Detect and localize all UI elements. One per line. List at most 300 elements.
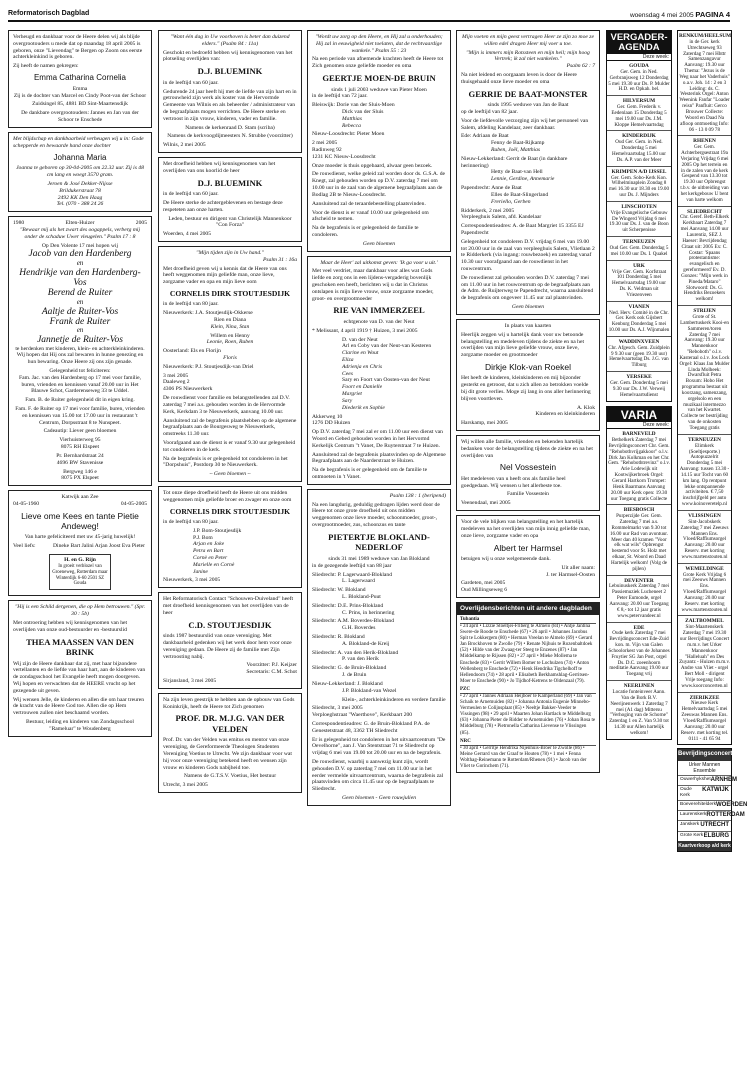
- age: in de leeftijd van 60 jaar.: [163, 191, 219, 198]
- no-flowers: Geen bloemen: [362, 240, 396, 247]
- date: Sliedrecht, 3 mei 2005: [312, 705, 363, 712]
- parents: Jeroen & José Dekker-Nijsse: [47, 180, 113, 187]
- relative: Rien en Diana: [214, 316, 246, 323]
- relative: Sary: [342, 397, 353, 404]
- varia-place: BIESBOSCH: [623, 507, 655, 514]
- year-end: 2005: [135, 220, 147, 227]
- notice-body: Na de begrafenis is er gelegenheid de familie te condoleren.: [312, 225, 419, 238]
- signature: J. ter Harmsel-Oosten: [546, 571, 595, 578]
- age: in de leeftijd van 60 jaar.: [163, 79, 219, 86]
- relative: Lennie, Gerdine, Annemarie: [491, 176, 555, 183]
- signature-row: [13, 543, 147, 550]
- deceased-name: GEERTJE MOEN-DE BRUIN: [322, 73, 436, 84]
- relative: D. van der Neut: [342, 336, 378, 343]
- conjunction: en: [76, 297, 84, 306]
- agenda-text: Vrije Ger. Gem. Korfstraat 101 Donderdag 5 mei Hemelvaartsdag 19.00 uur Ds. K. Veldman uit Vriezenveen: [611, 268, 667, 298]
- notice-body: De rouwdienst, waarbij u aanwezig kunt zijn, wordt gehouden D.V. op zaterdag 7 mei om 11.00 uur in het eerder vermelde uitvaartcentrum, waarna de begrafenis zal plaatsvinden om circa 11.45 uur op de begraafplaats te Sliedrecht.: [312, 759, 444, 793]
- column-4: [456, 30, 600, 777]
- column-6: [677, 30, 747, 852]
- obituary-moen: [307, 30, 451, 252]
- agenda-text: Ned. Herv. Comité in de Chr. Ger. Kerk ook Gijsbert Kenburg Donderdag 5 mei 10.00 uur Ds. A.J. Wijnmalen: [608, 309, 670, 334]
- page-date: [630, 10, 730, 20]
- couple-name: Aaltje de Ruiter-Vos: [41, 306, 119, 317]
- relative: Sary en Foort van Oosten-van der Neut: [342, 377, 430, 384]
- relative: G.H. Boverdes: [342, 625, 376, 632]
- notice-text: Heerlijk zeggen wij u hartelijk dank voor uw betoonde belangstelling en medeleven tijdens de ziekte en na het overlijden van mijn lieve geliefde vrouw, onze lieve, zorgzame moeder en grootmoeder: [461, 331, 585, 359]
- place-date: Gardeten, mei 2005: [461, 580, 506, 587]
- varia-place: RHENEN: [693, 138, 716, 145]
- ad-city: UTRECHT: [700, 822, 729, 829]
- couple-name: Berend de Ruiter: [47, 288, 113, 299]
- date-start: 04-05-1960: [13, 500, 40, 507]
- bible-verse: "Bewaar mij als het zwart des oogappels, verberg mij onder de schaduw Uwer vleugelen." Psalm 17 : 8: [19, 226, 141, 240]
- relative: Freriello, Gerben: [491, 198, 531, 205]
- ad-venue: Janskerk: [680, 822, 700, 828]
- gift-tip: Cadeautip: Liever geen bloemen: [43, 428, 117, 435]
- agenda-text: Ger. Gem. Sobo-Kerk Kon. Wilhelminaplein Zondag 8 mei 16.30 uur 18.30 en 19.00 uur Ds. J. Mijnders: [609, 174, 669, 199]
- address-line: Bergweg 146 e: [63, 468, 97, 475]
- varia-place: ZIERIKZEE: [689, 694, 720, 701]
- agenda-text: Ger. Gem. Donderdag 5 mei 9.30 uur Ds. J.W. Verweij Hemelvaartsdienst: [610, 380, 668, 398]
- thanks-klok: [456, 319, 600, 431]
- address-line: Verpleeghuis Salem, afd. Kandelaar: [461, 214, 542, 221]
- birth-notice-johanna: [8, 132, 152, 212]
- relative: Arjan en Joke: [193, 541, 225, 548]
- obituary-maassen: [8, 600, 152, 736]
- death-list: • 30 april • Gerritje Hendrika Nijenhuis-Broer te Zwolle (86) • Meine Gerrard van der Graaf te Houten (78) • 1 mei • Fenna Wolthag-Reinemann te Rotterdam/Rhenen (91) • Jacob van der Vliet te Gorinchem (71).: [460, 745, 587, 770]
- signature: Secretaris: C.M. Schot: [246, 669, 297, 676]
- notice-text: Verheugd en dankbaar voor de Heere delen wij als blijde overgrootouders u mede dat op maandag 18 april 2005 is geboren, onze "Lievendag" te Bergen op Zoom ons eerste achterkleinkind is geboren.: [13, 34, 143, 61]
- signature: Namens de kerkenraad D. Stam (scriba): [185, 124, 275, 131]
- varia-text: Grote of St. Lambertuskerk Kooi-en Sammeren/toren Zaterdag 7 mei Aanvang: 19.30 uur Mannenkoor "Reboboth" o.l.v. Kasteraal o.l.v. Jos Lock Orgel: Klaas Jan Mulder Linda Molheek: Dwarsfluit Petra Boxum: Hobo Het programma bestaat uit koorzang, samenzang, orgelsolo en een muzikaal intermezzo van het Kwartet. Collecte ter bestrijding van de onkosten Toegang gratis: [679, 313, 730, 431]
- agenda-text: Oud Ger. Gem. in Ned. Donderdag 5 mei Hemelvaartsdag 15.00 uur Ds. A.P. van der Meer: [612, 139, 666, 163]
- varia-place: STRIJEN: [693, 308, 716, 315]
- notice-body: De rouwdienst zal gehouden worden D.V. zaterdag 7 mei om 11.00 uur in het rouwcentrum op de begraafplaats aan de Adm. de Ruijterweg te Papendrecht, waarna aansluitend de begrafenis om ongeveer 11.45 uur zal plaatsvinden.: [461, 274, 594, 302]
- varia-continued: [677, 30, 732, 745]
- agenda-place: VIANEN: [628, 303, 650, 310]
- obituary-van-immerzeel: [307, 256, 451, 485]
- varia-place: EDE: [633, 624, 645, 631]
- relative: J.P. Blokland-van Wezel: [342, 687, 397, 694]
- deceased-name: Albert ter Harmsel: [493, 542, 563, 553]
- spouse-of: echtgenote van D. van der Neut: [343, 318, 415, 325]
- obituary-blokland: [307, 489, 451, 806]
- widow-of: sinds 1 juli 2003 weduwe van Pieter Moen: [331, 86, 427, 93]
- relative: Diederik en Sophie: [342, 404, 385, 411]
- deceased-name: GERRIE DE BAAT-MONSTER: [468, 88, 588, 99]
- relative: Eliza: [342, 357, 354, 364]
- ad-row: [678, 775, 738, 785]
- varia-place: DEVENTER: [624, 577, 654, 584]
- address-line: Verploeghstraat "Waerthove", Kerkbaart 200: [312, 712, 413, 719]
- signature: Familie Vossestein: [507, 491, 549, 498]
- relative: Nieuw-Lekkerland: J. Blokland: [312, 680, 383, 687]
- relative: Sliedrecht: P. Lagerwaard-Blokland: [312, 571, 392, 578]
- address-line: 2492 KK Den Haag: [57, 194, 103, 201]
- relative: L. Lagerwaard: [342, 578, 375, 585]
- relative: Matthias: [342, 115, 362, 122]
- column-3: [307, 30, 451, 810]
- relative: Sliedrecht: W. Blokland: [312, 587, 366, 594]
- bible-verse: "Mijn tijden zijn in Uw hand.": [196, 250, 264, 257]
- notice-body: Het heeft de kinderen, kleinkinderen en mij bijzonder gesterkt en getroost, dat u zich allen zo betrokken voelde bij dit grote verlies. Moge zij lang in ons aller herinnering blijven voortleven.: [461, 375, 591, 402]
- agenda-item: [607, 337, 671, 372]
- relative: Sliedrecht: D.E. Prins-Blokland: [312, 602, 384, 609]
- notice-body: Gelegenheid tot condoleren D.V. vrijdag 6 mei van 19.00 tot 20.00 uur in de zaal van verpleeghuis Salem, Vlietlaan 2 te Ridderkerk (via ingang: rouwbezoek) en zaterdag vanaf 10.30 uur voorafgaand aan de rouwdienst in het rouwcentrum.: [461, 238, 595, 273]
- relative: J. de Bruin: [342, 672, 367, 679]
- ad-subtitle: Urker Mannen Ensemble: [688, 761, 721, 774]
- ad-row: [678, 810, 745, 820]
- address-line: Pr. Bernhardstraat 24: [56, 452, 104, 459]
- signature: Voorzitter: P.J. Keijzer: [246, 662, 297, 669]
- place: Katwijk aan Zee: [61, 494, 99, 501]
- relative: Nieuwerkerk: J.A. Stoutjesdijk-Okkerse: [163, 310, 253, 317]
- address-line: 1231 KC Nieuw-Loosdrecht: [312, 153, 376, 160]
- relative: Klein-, achterkleinkinderen en verdere familie: [342, 696, 446, 703]
- varia-place: TERNEUZEN: [688, 436, 721, 443]
- signature: A. Klok: [576, 404, 595, 411]
- poem: Mijn voeten en mijn geest vertragen Heer ze zijn zo moe ze willen edel dragen Heer mij voer u toe.: [462, 34, 594, 47]
- agenda-place: WADDINXVEEN: [618, 338, 660, 345]
- address-line: 1276 DD Huizen: [312, 420, 351, 427]
- notice-heading: In plaats van kaarten: [504, 322, 552, 329]
- small-ad-text: In groeit verblozel van Groeneweg, Rotterdam maar Winterdijk 6-60 2501 SZ Gouda: [52, 563, 108, 587]
- address-line: 4696 BW Stavenisse: [56, 459, 104, 466]
- concert-ad: [677, 748, 747, 852]
- notice-body: Voor de dienst is er vanaf 10.00 uur gelegenheid om afscheid te nemen.: [312, 209, 429, 223]
- varia-place: ZALTBOMMEL: [685, 618, 724, 625]
- sign-label: Veel liefs:: [13, 543, 36, 550]
- no-flowers: ~ Geen bloemen ~: [209, 471, 251, 478]
- ad-row: [678, 800, 747, 810]
- relative: Elles de Baat-Slingerland: [491, 191, 549, 198]
- varia-item: [678, 564, 731, 617]
- age: op de leeftijd van 82 jaar.: [461, 108, 518, 115]
- varia-subtitle: Deze week:: [607, 422, 671, 429]
- ad-city: ARNHEM: [710, 776, 738, 783]
- deceased-name: CORNELIS DIRK STOUTJESDIJK: [169, 506, 291, 516]
- age: in de gezegende leeftijd van 88 jaar: [312, 562, 392, 569]
- date: 2 mei 2005: [312, 140, 338, 147]
- date: 3 mei 2005: [163, 372, 189, 379]
- signature: Bestuur, leiding en kinderen van Zondagsschool "Rameluar" te Woudenberg: [26, 719, 134, 732]
- notice-body: Na de begrafenis is er gelegenheid tot condoleren in het "Dorpshuis", Postdorp 30 te Nieuwerkerk.: [163, 455, 288, 469]
- agenda-place: HILVERSUM: [622, 98, 656, 105]
- relative: Leonie, Roen, Ruben: [206, 339, 254, 346]
- varia-item: [678, 435, 731, 511]
- varia-item: [607, 623, 671, 682]
- varia-section: [606, 406, 672, 740]
- agenda-item: [607, 237, 671, 261]
- conjunction: en: [76, 326, 84, 335]
- obituary-stoutjesdijk-family: [158, 246, 302, 482]
- relative: C. Prins, in herinnering: [342, 609, 395, 616]
- deceased-name: PIETERTJE BLOKLAND-NEDERLOF: [328, 531, 430, 553]
- sign-names: Dineke Bart Jalini Arjan Joost Eva Pieter: [53, 543, 145, 550]
- address: Zuidsingel 85, 4881 BD Sint-Maartensdijk: [32, 101, 128, 108]
- signature: Kinderen en kleinkinderen: [535, 411, 595, 418]
- relative: Nieuwerkerk: P.J. Stoutjesdijk-van Driel: [163, 363, 254, 370]
- widow-of: sinds 1995 weduwe van Jan de Baat: [487, 102, 569, 109]
- source-paper: PZC: [460, 687, 596, 694]
- varia-text: Purperzijde Ger. Gem. Zaterdag 7 mei a.s. Rommelmarkt van 9.30 tot 16.00 uur Rad van avontuur. Meer dan 40 kramen "Voor elk wat wils" Opbrengst bestemd voor St. Holz met elkaar, St. Woord en Daad Hartelijk welkom! (Volg de pijlen): [609, 513, 668, 572]
- varia-item: [678, 693, 731, 745]
- relative: Sliedrecht: R. Blokland: [312, 634, 365, 640]
- obituary-van-der-velden: [158, 693, 302, 793]
- agenda-place: URK: [633, 262, 645, 269]
- obituary-stoutjesdijk-sister: [158, 486, 302, 588]
- bible-verse: Maar de Heer' zal uitkomst geven: 'Ik ga voor u uit.': [320, 259, 438, 266]
- obituary-bluemink-church: [158, 30, 302, 153]
- relative: Foort en Danielle: [342, 384, 383, 391]
- relative: Floris: [223, 355, 237, 362]
- section-heading: Overlijdensberichten uit andere dagbladen: [457, 603, 599, 615]
- varia-text: Locatie fonteinveer Aann. Van de Bork B.V. Neerijnenwerk 1 Zaterdag 7 mei (A1 dag) Mittersu "Verhoging van de Schorne" Zaterdag 1 en Z. Van 9.30 tot 14.30 uur Allen hartelijk welkom!: [609, 688, 669, 736]
- signature: De dankbare overgrootouders: Jannes en Jan van der Schoor te Enschede: [21, 110, 139, 124]
- notice-body: Onze moeder is thuis opgebaard, alwaar geen bezoek.: [312, 162, 433, 169]
- couple-name: Lieve ome Kees en tante Pietie Andeweg!: [21, 510, 139, 532]
- ad-venue: Boeverehitelderk: [680, 801, 716, 807]
- paper-name: Reformatorisch Dagblad: [8, 10, 90, 17]
- notice-text: Het Reformatorisch Contact "Schouwen-Duiveland" heeft met droefheid kennisgenomen van het overlijden van de heer: [163, 596, 294, 616]
- varia-item: [678, 511, 731, 564]
- reception-info: Fam. F. de Ruiter op 17 mei voor familie, buren, vrienden en kennissen van 15.00 tot 17.00 uur in restaurant 't Centrum, Dorpsstraat 8 te Nunspeet.: [15, 406, 145, 426]
- child-name: Johanna Maria: [53, 152, 107, 162]
- address-line: 4306 PS Nieuwerkerk: [163, 386, 213, 393]
- notice-body: Aansluitend zal de teraardebestelling plaatsvinden.: [312, 200, 426, 207]
- notice-body: Er is gelegenheid tot condoleren in het uitvaartcentrum "De Oevelhorne", aan J. Van Stentstraat 71 te Sliedrecht op vrijdag 6 mei van 19.00 tot 20.00 uur en na de begrafenis.: [312, 736, 446, 757]
- relative: Janine: [193, 568, 208, 575]
- varia-place: VLISSINGEN: [688, 512, 721, 519]
- anniversary-notice: [8, 216, 152, 486]
- notice-text: Met droefheid geven wij u kennis dat de Heere van ons heeft weggenomen mijn geliefde man, onze lieve, zorgzame vader en opa en mijn lieve oom: [163, 265, 287, 286]
- deceased-name: Nel Vossestein: [499, 462, 557, 473]
- relative: Bleiswijk: Dorie van der Sluis-Moen: [312, 102, 395, 109]
- relative: Ruben, Joël, Matthias: [491, 147, 541, 154]
- ad-venue: Oude Kerk: [680, 787, 692, 798]
- relative: Nieuw-Lekkerland: Gerrit de Baat (in dankbare herinnering): [461, 155, 568, 169]
- no-flowers: Geen bloemen - Geen rouwjulien: [341, 795, 417, 802]
- relative: Sliedrecht: G. de Bruin-Blokland: [312, 665, 387, 672]
- relative: Hetty de Baat-van Hell: [491, 169, 543, 176]
- widow-of: sinds 31 mei 1989 weduwe van Jan Blokland: [328, 555, 430, 562]
- phone: Tel. (070 - 388 24 26: [56, 201, 104, 208]
- thanks-vossestein: [456, 435, 600, 511]
- ad-city: ROTTERDAM: [706, 812, 745, 819]
- agenda-text: Ger. Gem. in Ned. Gerbranjsweg 12 Donderdag 5 mei 19.30 uur Ds. P. Mulder H.D. en Opkah. bel.: [608, 68, 670, 93]
- agenda-item: [607, 167, 671, 202]
- relative: P.J. Bom: [193, 534, 213, 541]
- varia-item: [678, 136, 731, 206]
- source-paper: NRC: [460, 739, 596, 746]
- varia-item: [607, 576, 671, 623]
- ad-city: ELBURG: [703, 832, 729, 839]
- address-line: Brildukerstraat 78: [59, 187, 101, 194]
- notice-text: Met ontroering hebben wij kennisgenomen van het overlijden van onze oud-bestuurder en -bestuurslid: [13, 619, 128, 633]
- child-short-name: Emma: [72, 85, 88, 92]
- death-list: • 27 april • Jannes Adriaan Heijboer te Kamperland (69) • Jan van Schaik te Arnemuiden (82) • Johanna Antonia Eugenie Minnebo-Vermeulen te Colijnsplaat (85) • Neeltje Bakker-Veeder te Vissingen (98) • 29 april • Maarten Johan Hartlack te Middelburg (63) • Johanna Pieter de Ridder te Arnemuiden (76) • Johan Rosa te Middelburg (78) • Pietronella Catharina Lievense te Vlissingen (85).: [460, 693, 596, 736]
- agenda-title-1: VERGADER-: [610, 32, 668, 43]
- reception-lead: Gelegenheid tot feliciteren:: [49, 367, 111, 374]
- child-name: Emma Catharina Cornelia: [33, 73, 127, 83]
- couple-name: Jannetje de Ruiter-Vos: [37, 335, 123, 346]
- signature: Namens de kerkvoogdijmeesters N. Strubbe (voorzitter): [167, 133, 293, 140]
- page-header: [8, 10, 730, 22]
- agenda-item: [607, 302, 671, 337]
- varia-item: [678, 207, 731, 307]
- agenda-place: LINSCHOTEN: [621, 203, 657, 210]
- agenda-text: Ger. Gem. Frederik v. Eedenlaan 15 Donderdag 5 mei 19.00 uur Ds. J.M. Kloppe Hemelvaartsdag: [611, 104, 667, 128]
- agenda-text: Chr. Afgesch. Gem. Zuidplein 9 9.30 uur (geen 19.30 uur) Hemelvaartsdag Ds. J.G. van Tilburg: [608, 344, 670, 369]
- varia-text: Nieuwe Kerk Hemelvaartsdag 5 mei Zeeuwas Mannen Ens. Vloed/Raffiumsorgel Aanvang: 20.00 uur Reserv. met korting tel. 0111 - 41 65 94: [680, 700, 729, 742]
- address-line: Akkerweg 10: [312, 413, 343, 420]
- signature: Uit aller naam:: [561, 564, 595, 571]
- varia-place: WEMELDINGE: [685, 565, 724, 572]
- varia-place: NEERIJNEN: [623, 683, 655, 690]
- reception-info: Fam. Jac. van den Hardenberg op 17 mei voor familie, buren, vrienden en kennissen vanaf 20.00 uur in Het Blauwe Schot, Garderenseweg 33 te Uddel.: [19, 374, 141, 395]
- years-row: [13, 220, 147, 227]
- varia-text: Sint-Jacobskerk Zaterdag 7 mei Zeeuws Mannen Ens. Vloed/Raffiumsorgel Aanvang: 20.00 uur Reserv. met korting www.martenstouten.nl: [680, 518, 729, 560]
- meeting-agenda: [606, 30, 672, 402]
- relative: Sliedrecht: A. van den Herik-Blokland: [312, 649, 399, 656]
- death-list: • 24 april • Lizzie Stoeltjei-Friberg te Almelo (84) • Antje Jantina Swere-de Roode te Enschede (67) • 26 april • Johannes Jacobus Spit te Lokkergem (80) • Herman Vreelan te Almelo (69) • Gerard Jan Brockhoven te Zwolle (79) • Renate Nijhuis te Rozenbaltdoek (52) • Hilde van der Zwaag-ter Steeg te Enzenes (87) • Jan Middelkamp te Rijssen (82) • 27 april • Mieke Mollema te Enschede (83) • Gerrit Willem Bomer te Lochulzen (74) • Anton Wellenberg te Enschede (72) • Henk Hendrika Tigchelhoff te Hellendoorn (74) • 28 april • Elisabeth Berkhamshlag-Gerritsen-Moer te Enschede (90) • Jo Tijdhof-Ketrens te Oldenzaal (79).: [460, 623, 593, 684]
- notice-text: te herdenken met kinderen, klein- en achterkleinkinderen. Wij hopen dat Hij ons zal bewaren in hunne genezing en hun bewaring. Onze Heere zij ons zijn genade.: [15, 345, 145, 366]
- relative: Cees: [342, 370, 353, 377]
- bible-verse: "Hij is een Schild dergenen, die op Hem betrouwen." (Spr. 30 : 5b): [14, 604, 146, 618]
- column-1: [8, 30, 152, 741]
- ad-venue: Laurenskerk: [680, 812, 707, 818]
- date-end: 04-05-2005: [120, 500, 147, 507]
- notice-text: Met droefheid hebben wij kennisgenomen van het overlijden van ons koorlid de heer: [163, 161, 276, 174]
- varia-item: [607, 681, 671, 739]
- varia-item: [678, 616, 731, 692]
- agenda-item: [607, 61, 671, 96]
- conjunction: en: [76, 258, 84, 267]
- place-date: Harskamp, mei 2005: [461, 420, 508, 427]
- relative: Sliedrecht: A.M. Boverdes-Blokland: [312, 618, 395, 625]
- agenda-title-2: AGENDA: [618, 41, 660, 53]
- notice-text: Voor de vele blijken van belangstelling en het hartelijk medeleven na het overlijden van mijn innig geliefde man, onze lieve, zorgzame vader en opa: [461, 519, 591, 539]
- obituary-bluemink-choir: [158, 157, 302, 242]
- deceased-name: RIE VAN IMMERZEEL: [333, 305, 425, 316]
- place-date: Veenendaal, mei 2005: [461, 500, 511, 507]
- varia-place: SLIEDRECHT: [687, 208, 722, 215]
- relative: Nieuw-Loosdrecht: Pieter Moen: [312, 131, 385, 138]
- verse-ref: Psalm 31 : 16a: [262, 256, 297, 263]
- ad-row: [678, 820, 731, 830]
- varia-text: Chr. Geref. Beth-Elkerk Kerkbaart Zaterdag 7 mei Aanvang 14.00 uur Laurentiz, SEZ J. Haeser: Bevrijdendag Citaat uit: 2005 Ex: C. Costar: 'Spaans protestantisme: evangelisch en gereformeerd' Ev. D. Gonzes: "Mijn werk in Pineda/Mataro" Slotwoord: Ds. G. Hendriks Bezoekers welkom!: [680, 214, 729, 303]
- agenda-place: YERSEKE: [626, 374, 652, 381]
- varia-text: in de Ger. kerk Utrechtseweg 93 Zaterdag 7 mei Hhttr Samenzangavur Aanvang: 19.30 uur Thema: "Jezus is de Weg naar het Vaderhuis" o.a.v. Joh. 14 : 2 en 3 Leiding: ds. C. Westerink Orgel: Anton Weenink Fanfar "Loader reisn" Panfluit: Gerco Brouwer Collecte: Woord en Daad Na afloop ontmoeting Info: 06 - 13 0 09 78: [679, 38, 730, 133]
- relative: Marielle en Cornè: [193, 561, 235, 568]
- agenda-title: [607, 31, 671, 54]
- place-date: Sirjansland, 3 mei 2005: [163, 678, 217, 685]
- notice-body: Aansluitend zal de begrafenis plaatsvinden op de Algemene Begraafplaats aan de Naarderstraat te Huizen.: [312, 451, 446, 465]
- relative: L. Blokland-Puut: [342, 593, 381, 600]
- varia-item: [678, 31, 731, 136]
- notice-body: Het medeleven van u heeft ons als familie heel goedgedaan. Wij wensen u het allerbeste toe.: [461, 475, 566, 489]
- address-line: Daaleweg 2: [163, 379, 190, 386]
- ad-venue: Ouwerhykshet: [680, 776, 711, 782]
- address-line: Radinweg 92: [312, 147, 342, 154]
- agenda-subtitle: Deze week:: [607, 54, 671, 61]
- deceased-name: D.J. BLUEMINK: [197, 66, 263, 77]
- signature: Namens de G.T.S.V. Voetius, Het bestuur: [183, 773, 277, 780]
- notice-text: Na niet leidend en oorgaaam leven is door de Heere thuisgehaald onze lieve moeder en oma: [461, 72, 577, 85]
- signature: Leden, bestuur en dirigent van Christelijk Mannenkoor "Con Forza": [168, 215, 292, 229]
- obituary-stoutjesdijk-association: [158, 592, 302, 689]
- notice-body: Op D.V. zaterdag 7 mei zal er om 11.00 uur een dienst van Woord en Gebed gehouden worden in het Hervormd Kerkelijk Centrum "t Vanet, De Ruyterstraat 7 te Huizen.: [312, 429, 443, 449]
- agenda-place: TERNEUZEN: [622, 239, 656, 246]
- age: in de leeftijd van 72 jaar.: [312, 93, 368, 100]
- couple-name: Hendrikje van den Hardenberg-Vos: [19, 267, 141, 288]
- varia-text: Oude kerk Zaterdag 7 mei Bevrijdingsconcert Ede-Zuid kon. m. Vijn van Galen Schoolorkest van de Johannes Fruytier SG Jan Post, orgel Ds. D.C. zoeenhoorn meditatie Aanvang 19.00 uur Toegang vrij: [608, 630, 670, 678]
- varia-item: [607, 429, 671, 505]
- notice-text: Na een langdurig, geduldig gedragen lijden werd door de Heere tot onze grote droefheid uit ons midden weggenomen onze lieve moeder, schoonmoeder, groot-, overgrootmoeder, zus, schoonzus en tante: [312, 501, 440, 529]
- place: Elten-Huizer: [65, 220, 95, 227]
- relative: Willem en Henny: [210, 332, 250, 339]
- bible-verse: "Want één dag in Uw voorhoven is beter dan duizend elders." (Psalm 84 : 11a): [170, 34, 290, 47]
- couple-name: Frank de Ruiter: [49, 316, 111, 327]
- ad-title: Bevrijdingsconcert: [678, 749, 731, 760]
- address-line: 8075 RH Elspeet: [60, 444, 100, 451]
- varia-text: Elimkerk (Soeltjesporte.) Autopuzzelrit Donderdag 5 mei Aanvang: tussen 13.30 - 14.15 uur Tocht van 60 km lang. Op rentpunt lekke ontspannende activiteiten. € 7,50 inschrijfgeld per auto www.koinoveretelp.nl: [679, 442, 730, 508]
- notice-lead: Zij heeft de namen gekregen:: [13, 63, 79, 70]
- year-start: 1980: [13, 220, 25, 227]
- relative: Arl en Coby van der Neut-van Kesteren: [342, 343, 432, 350]
- relative: Oosterland: Els en Florijn: [163, 348, 221, 355]
- relative: Papendrecht: Anne de Baat: [461, 185, 522, 192]
- ad-city: KATWIJK: [702, 787, 729, 794]
- notice-text: Van harte gefeliciteerd met uw 45-jarig huwelijk!: [24, 534, 136, 541]
- varia-text: Sint-Maartenskerk Zaterdag 7 mei 19.30 uur Bevrijdings Concert m.m.v. het Urker Mannenkoor "Halleluah" en Des Zuyantz - Huizen m.m.v. Andre van Vliet - orgel Bert Moll - dirigent Vrije toegang Info: www.koorconcerten.nl: [679, 624, 730, 689]
- reception-info: Fam. B. de Ruiter gelegenheid dit in eigen kring.: [25, 397, 135, 404]
- relative: Dick van der Sluis: [342, 108, 384, 115]
- deceased-name: D.J. BLUEMINK: [197, 177, 263, 188]
- notice-body: De Heere sterke de achtergeblevenen en bestage deze respeteten aan onze harten.: [163, 199, 283, 213]
- varia-place: BARNEVELD: [622, 431, 656, 438]
- notice-body: De rouwdienst, welke geleid zal worden door ds. G.S.A. de Knegt, zal gehouden worden op D.V. zaterdag 7 mei om 10.00 uur in de zaal van de algemene begraafplaats aan de Bodlag 2B te Nieuw-Loosdrecht.: [312, 171, 445, 198]
- relative: Adrienja en Chris: [342, 363, 383, 370]
- notice-body: Voor de liefdevolle verzorging zijn wij het personeel van Salem, afdeling Kandelaar, zeer dankbaar.: [461, 117, 589, 131]
- page-number: 4: [725, 10, 730, 19]
- agenda-place: GOUDA: [629, 63, 649, 70]
- notice-text: Na zijn leven geestrijk te hebben aan de opbouw van Gods Koninkrijk, heeft de Heere tot Zich genomen: [163, 696, 295, 710]
- birth-details: Joanna te geboren op 30-04-2005 om 22.32 uur. Zij is 48 cm lang en woegt 3570 gram.: [16, 165, 144, 179]
- couple-name: Jacob van den Hardenberg: [28, 249, 132, 260]
- notice-text: Geschokt en bedroefd hebben wij kennisgenomen van het plotseling overlijden van:: [163, 49, 293, 63]
- age: in de leeftijd van 80 jaar.: [163, 518, 219, 525]
- verse-ref: Psalm 138 : 1 (beripend): [389, 492, 446, 499]
- correspondence: Correspondentieadres: G. de Bruin-Blokland P.A. de Genestetstraat 48, 3362 TH Sliedrecht: [312, 720, 430, 734]
- place-date: Nieuwerkerk, 3 mei 2005: [163, 577, 221, 584]
- agenda-place: KRIMPEN A/D IJSSEL: [611, 168, 667, 175]
- relative: J.P. Bom-Stoutjesdijk: [193, 527, 242, 534]
- source-paper: Tubantia: [460, 617, 596, 624]
- agenda-text: Oud Ger. Gem. Donderdag 5 mei 10.00 uur Ds. I. Quakel: [609, 244, 669, 257]
- bible-verse: "Wordt uw zorg op den Heere, en Hij zal u onderhouden; Hij zal in eeuwigheid niet toelaten, dat de rechtvaardige wankele." Psalm 55 : 23: [315, 34, 443, 54]
- page-label: PAGINA: [695, 10, 725, 19]
- address-line: Vierhuisterweg 95: [59, 437, 101, 444]
- notice-text: Met blijdschap en dankbaarheid verheugen wij u in: Gode schepperde en bewaarde hand onze dochter: [13, 135, 144, 149]
- date-text: woensdag 4 mei 2005: [629, 12, 694, 19]
- agenda-item: [607, 131, 671, 166]
- notice-body: De rouwdienst voor familie en belangstellenden zal D.V. zaterdag 7 mei a.s. gehouden worden in de Hervormde Kerk, Kerkdam 3 te Nieuwerkerk, aanvang 10.00 uur.: [163, 395, 290, 415]
- notice-text: Met veel verdriet, maar dankbaar voor alles wat Gods liefde en zorg ons in een lijdens-vergaderig bovenlijk geschoken een heeft, berichten wij u dat in Christus ontslapen is mijn lieve vrouw, onze zorgzame moeder, groot- en overgrootmoeder: [312, 268, 434, 302]
- column-5: [606, 30, 672, 740]
- deceased-name: Dirkje Klok-van Roekel: [485, 361, 571, 372]
- address-line: 8075 PX Elspeet: [61, 475, 99, 482]
